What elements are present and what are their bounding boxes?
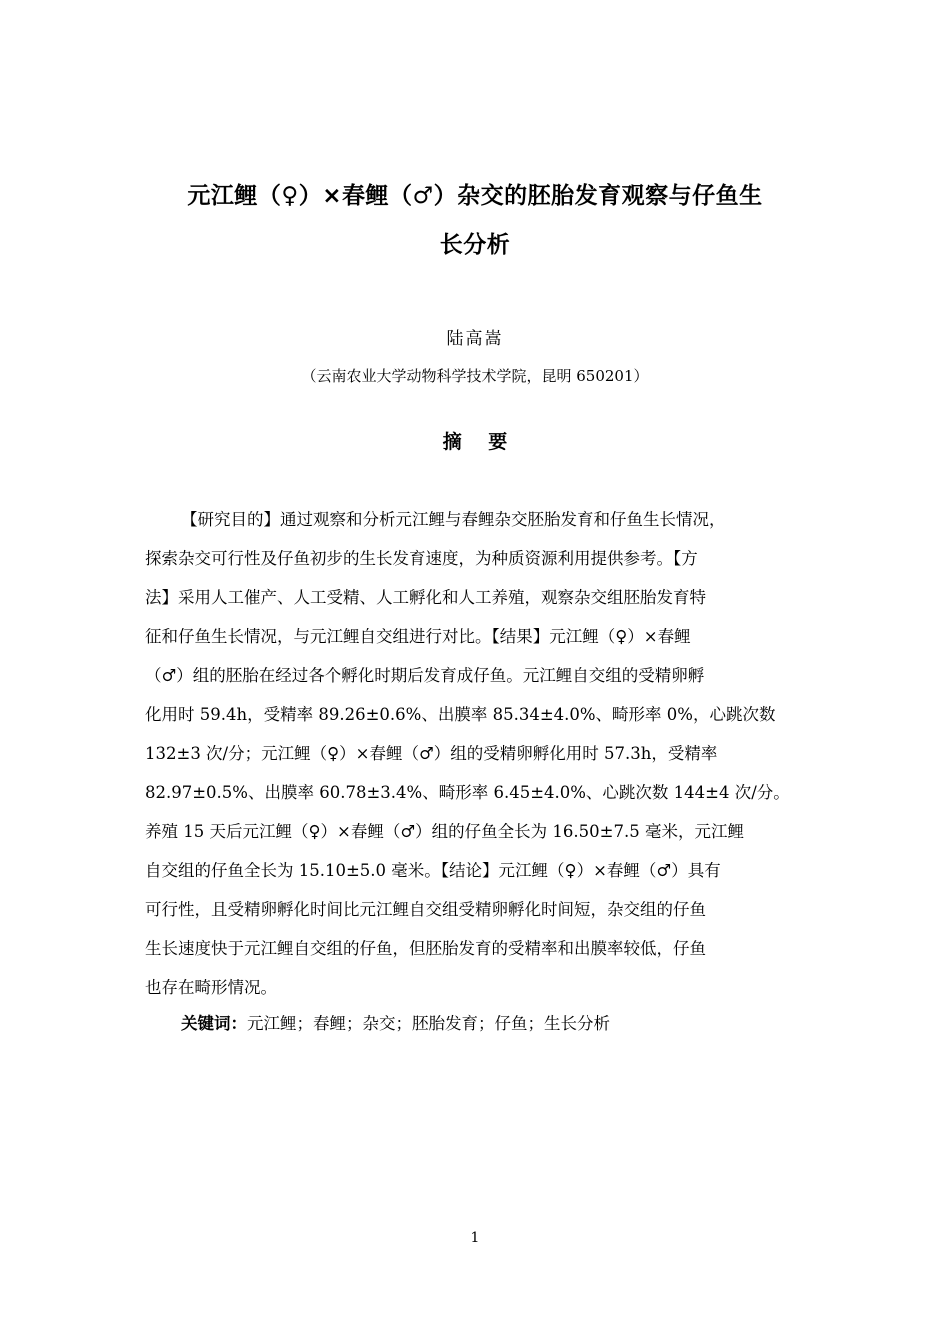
abstract-line: 养殖 15 天后元江鲤（♀）×春鲤（♂）组的仔鱼全长为 16.50±7.5 毫米，元江鲤: [145, 822, 744, 841]
paper-title: [140, 172, 810, 270]
abstract-line: 化用时 59.4h，受精率 89.26±0.6%、出膜率 85.34±4.0%、畸形率 0%，心跳次数: [145, 705, 776, 724]
abstract-heading-text: 摘 要: [442, 431, 508, 453]
paper-title-line: 长分析: [439, 232, 511, 258]
page-number: 1: [470, 1230, 480, 1246]
keywords-list: 元江鲤；春鲤；杂交；胚胎发育；仔鱼；生长分析: [247, 1014, 610, 1033]
abstract-line: 征和仔鱼生长情况，与元江鲤自交组进行对比。【结果】元江鲤（♀）×春鲤: [145, 627, 691, 646]
abstract-heading: [140, 428, 810, 456]
abstract-line: 132±3 次/分；元江鲤（♀）×春鲤（♂）组的受精卵孵化用时 57.3h，受精率: [145, 744, 718, 763]
paper-title-line: 元江鲤（♀）×春鲤（♂）杂交的胚胎发育观察与仔鱼生: [187, 183, 763, 209]
abstract-line: 也存在畸形情况。: [145, 978, 277, 997]
abstract-line: 【研究目的】通过观察和分析元江鲤与春鲤杂交胚胎发育和仔鱼生长情况，: [181, 510, 726, 529]
author-name: 陆高嵩: [446, 329, 504, 349]
abstract-line: 82.97±0.5%、出膜率 60.78±3.4%、畸形率 6.45±4.0%、心跳次数 144±4 次/分。: [145, 783, 790, 802]
abstract-line: 自交组的仔鱼全长为 15.10±5.0 毫米。【结论】元江鲤（♀）×春鲤（♂）具有: [145, 861, 721, 880]
abstract-line: 生长速度快于元江鲤自交组的仔鱼，但胚胎发育的受精率和出膜率较低，仔鱼: [145, 939, 706, 958]
keywords-label: 关键词：: [181, 1014, 247, 1033]
abstract-body: [145, 500, 813, 1007]
abstract-line: （♂）组的胚胎在经过各个孵化时期后发育成仔鱼。元江鲤自交组的受精卵孵: [145, 666, 705, 685]
abstract-line: 可行性，且受精卵孵化时间比元江鲤自交组受精卵孵化时间短，杂交组的仔鱼: [145, 900, 706, 919]
abstract-line: 探索杂交可行性及仔鱼初步的生长发育速度，为种质资源利用提供参考。【方: [145, 549, 698, 568]
author-affiliation: （云南农业大学动物科学技术学院，昆明 650201）: [301, 367, 649, 385]
abstract-line: 法】采用人工催产、人工受精、人工孵化和人工养殖，观察杂交组胚胎发育特: [145, 588, 706, 607]
keywords: [181, 1008, 813, 1040]
